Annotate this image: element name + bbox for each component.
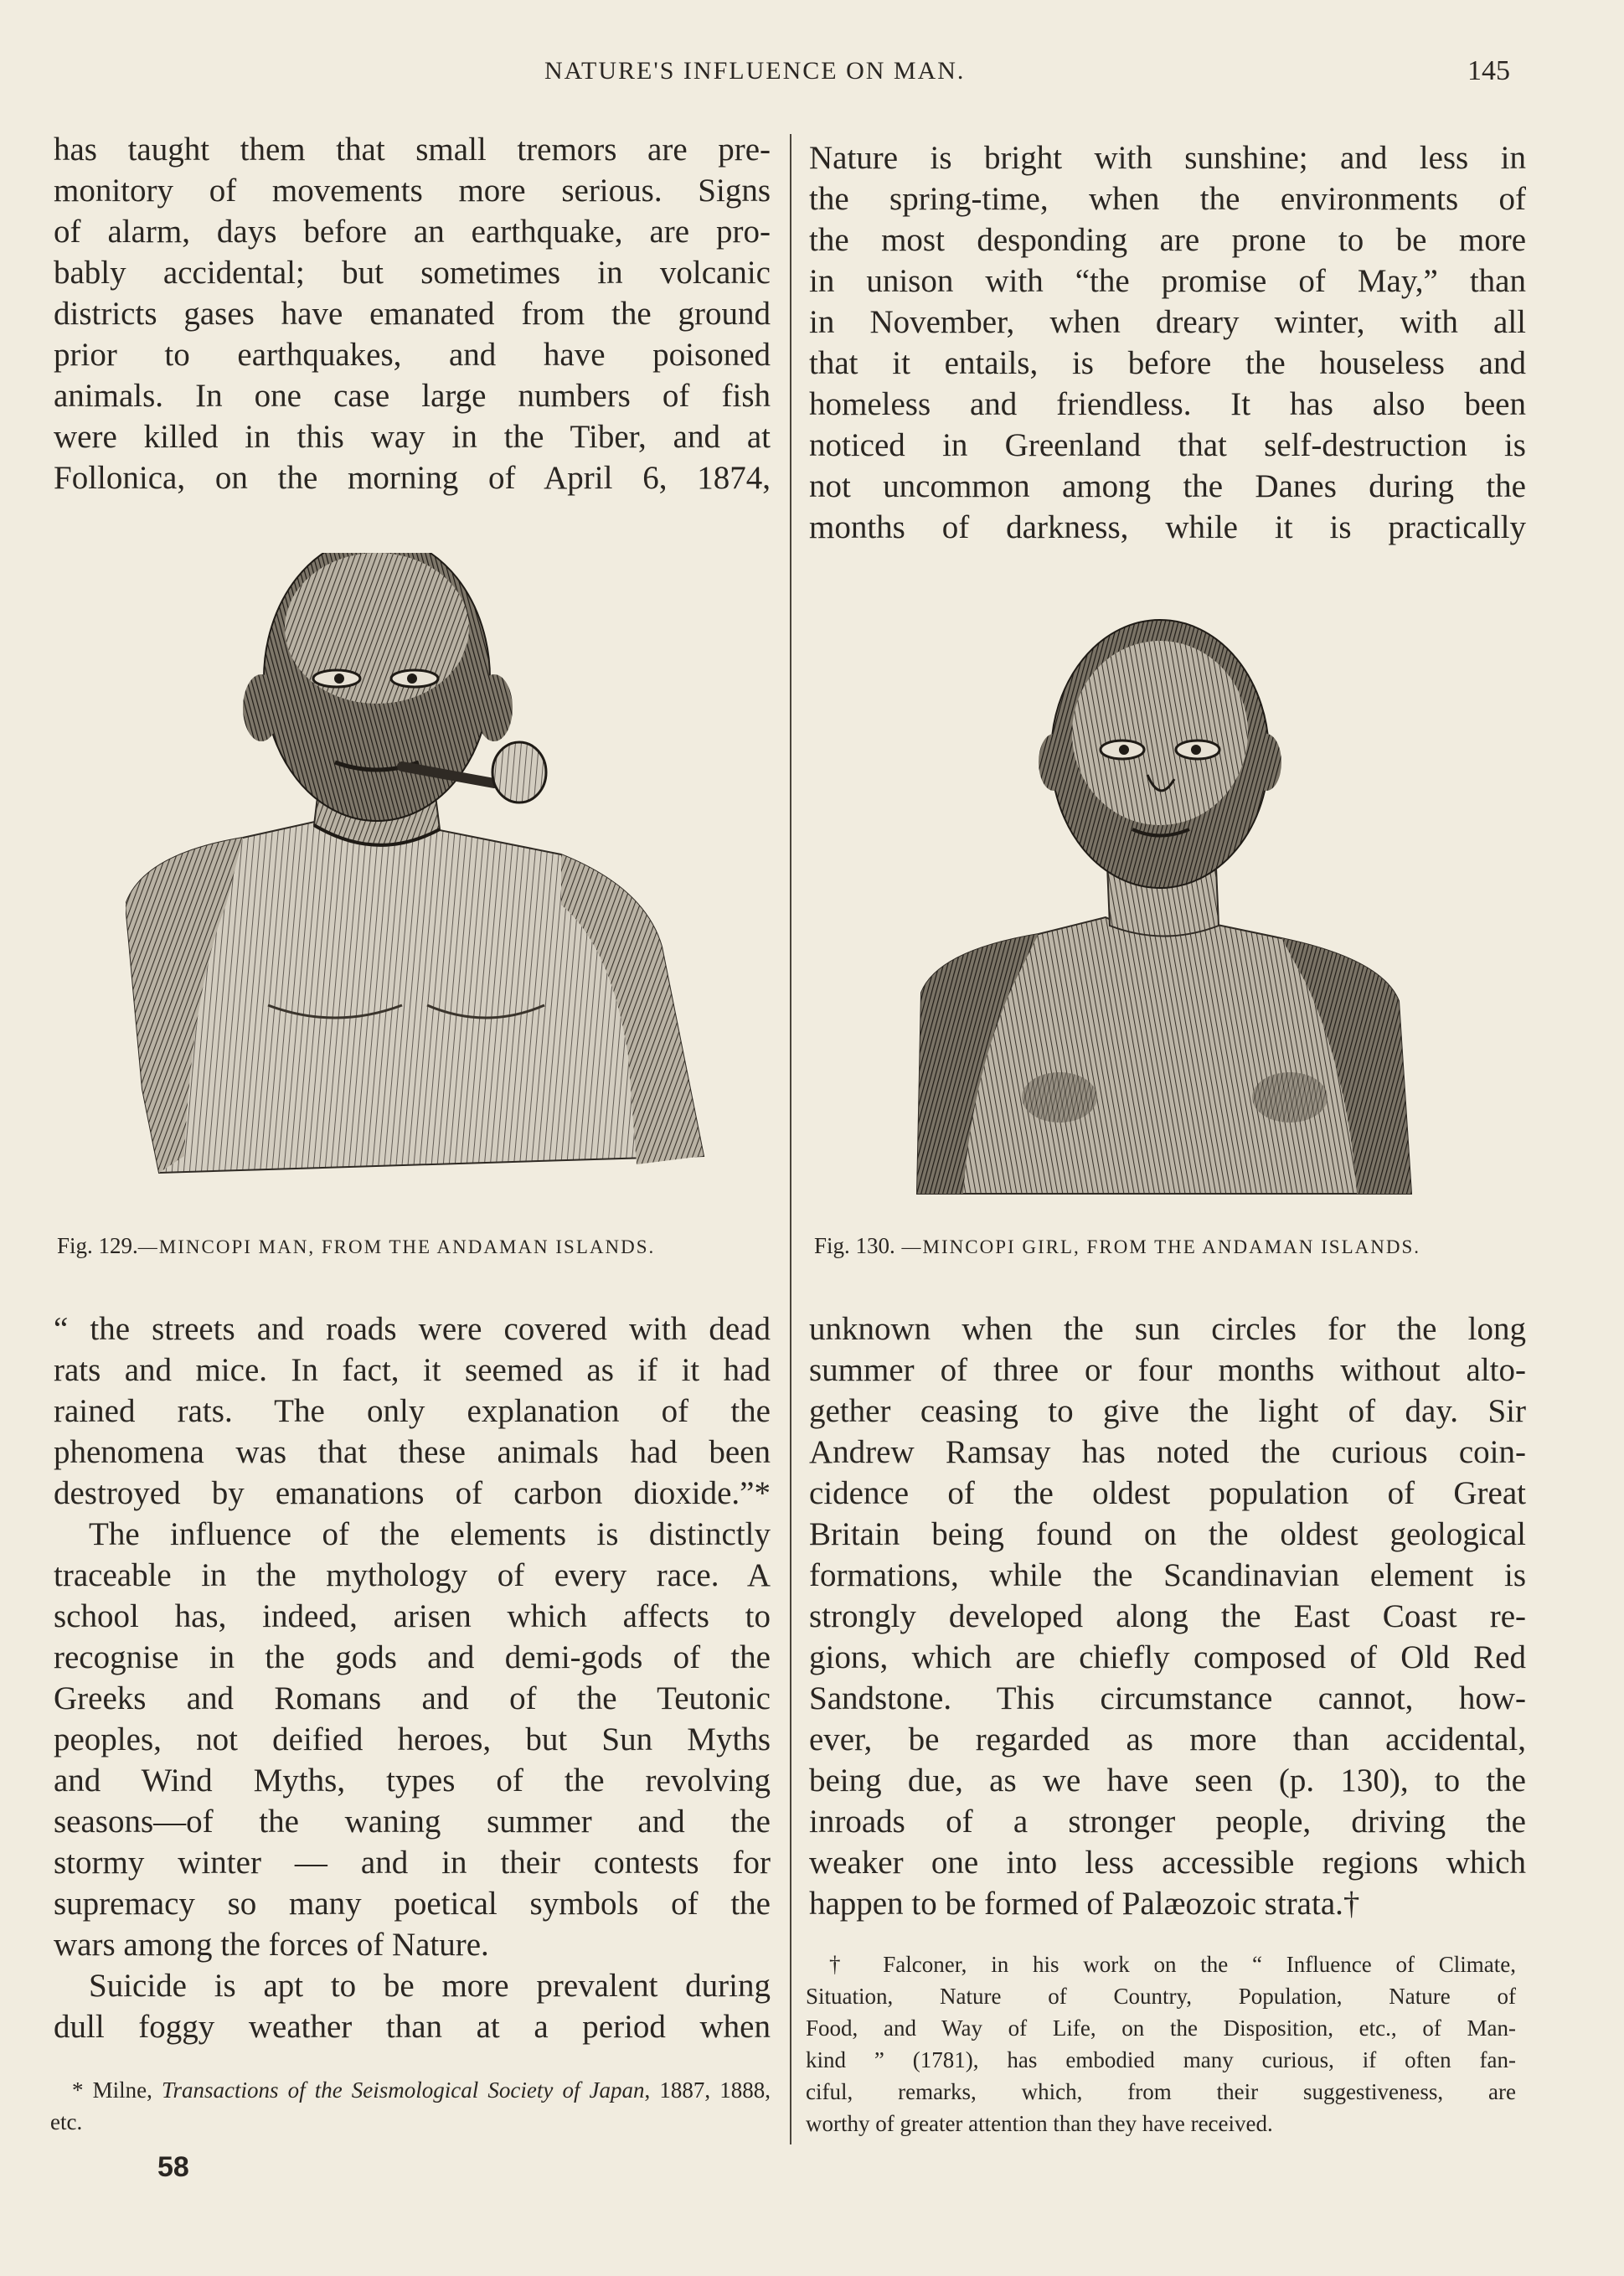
text-line: Greeks and Romans and of the Teutonic bbox=[54, 1680, 771, 1716]
text-line: unknown when the sun circles for the long bbox=[809, 1311, 1526, 1347]
text-line: were killed in this way in the Tiber, and at bbox=[54, 419, 771, 455]
text-line: monitory of movements more serious. Signs bbox=[54, 173, 771, 209]
text-line: prior to earthquakes, and have poisoned bbox=[54, 337, 771, 373]
footnote-line: † Falconer, in his work on the “ Influence of Climate, bbox=[829, 1952, 1516, 1977]
text-line: The influence of the elements is distinctly bbox=[89, 1516, 771, 1552]
text-line: not uncommon among the Danes during the bbox=[809, 468, 1526, 504]
footnote-line: ciful, remarks, which, from their suggestiveness, are bbox=[806, 2079, 1516, 2104]
text-line: peoples, not deified heroes, but Sun Myths bbox=[54, 1721, 771, 1757]
text-line: formations, while the Scandinavian element is bbox=[809, 1557, 1526, 1593]
text-line: months of darkness, while it is practically bbox=[809, 509, 1526, 545]
left-column-bottom bbox=[54, 1308, 771, 2047]
text-line: the most desponding are prone to be more bbox=[809, 222, 1526, 258]
text-line: summer of three or four months without alto- bbox=[809, 1352, 1526, 1388]
running-title: NATURE'S INFLUENCE ON MAN. bbox=[544, 57, 966, 85]
text-line: destroyed by emanations of carbon dioxide.”* bbox=[54, 1475, 771, 1511]
right-column-bottom bbox=[809, 1308, 1526, 1924]
text-line: in November, when dreary winter, with all bbox=[809, 304, 1526, 340]
footnote-years: , 1887, 1888, etc. bbox=[50, 2077, 771, 2134]
footnote-falconer bbox=[806, 1948, 1516, 2139]
left-column-top bbox=[54, 129, 771, 498]
footnote-milne bbox=[50, 2074, 771, 2138]
figure-caption-text: —MINCOPI GIRL, FROM THE ANDAMAN ISLANDS. bbox=[894, 1236, 1421, 1257]
text-line: weaker one into less accessible regions which bbox=[809, 1845, 1526, 1881]
figure-number: Fig. 129. bbox=[57, 1233, 138, 1258]
figure-caption-text: —MINCOPI MAN, FROM THE ANDAMAN ISLANDS. bbox=[137, 1236, 656, 1257]
text-line: in unison with “the promise of May,” than bbox=[809, 263, 1526, 299]
text-line: inroads of a stronger people, driving the bbox=[809, 1804, 1526, 1840]
footnote-line: Situation, Nature of Country, Population, Nature of bbox=[806, 1984, 1516, 2009]
text-line: that it entails, is before the houseless and bbox=[809, 345, 1526, 381]
text-line: rained rats. The only explanation of the bbox=[54, 1393, 771, 1429]
text-line: cidence of the oldest population of Great bbox=[809, 1475, 1526, 1511]
text-line: phenomena was that these animals had been bbox=[54, 1434, 771, 1470]
text-line: Nature is bright with sunshine; and less in bbox=[809, 140, 1526, 176]
right-column-top bbox=[809, 137, 1526, 548]
figure-number: Fig. 130. bbox=[814, 1233, 895, 1258]
text-line: Andrew Ramsay has noted the curious coin- bbox=[809, 1434, 1526, 1470]
text-line: Follonica, on the morning of April 6, 1874, bbox=[54, 460, 771, 496]
figure-130-caption bbox=[814, 1233, 1420, 1259]
text-line: gions, which are chiefly composed of Old Red bbox=[809, 1639, 1526, 1675]
text-line: Suicide is apt to be more prevalent during bbox=[89, 1968, 771, 2004]
text-line: Britain being found on the oldest geological bbox=[809, 1516, 1526, 1552]
text-line: school has, indeed, arisen which affects to bbox=[54, 1598, 771, 1634]
text-line: recognise in the gods and demi-gods of the bbox=[54, 1639, 771, 1675]
figure-129-engraving bbox=[126, 553, 712, 1198]
text-line: “ the streets and roads were covered with dead bbox=[54, 1311, 771, 1347]
figure-130-engraving bbox=[913, 607, 1415, 1202]
figure-129-caption bbox=[57, 1233, 655, 1259]
portrait-girl-illustration bbox=[913, 607, 1415, 1202]
text-line: homeless and friendless. It has also been bbox=[809, 386, 1526, 422]
text-line: animals. In one case large numbers of fish bbox=[54, 378, 771, 414]
text-line: and Wind Myths, types of the revolving bbox=[54, 1762, 771, 1799]
text-line: the spring-time, when the environments of bbox=[809, 181, 1526, 217]
text-line: gether ceasing to give the light of day. Sir bbox=[809, 1393, 1526, 1429]
text-line: dull foggy weather than at a period when bbox=[54, 2009, 771, 2045]
text-line: being due, as we have seen (p. 130), to the bbox=[809, 1762, 1526, 1799]
text-line: seasons—of the waning summer and the bbox=[54, 1804, 771, 1840]
text-line: happen to be formed of Palæozoic strata.† bbox=[809, 1886, 1360, 1922]
text-line: strongly developed along the East Coast re- bbox=[809, 1598, 1526, 1634]
text-line: supremacy so many poetical symbols of the bbox=[54, 1886, 771, 1922]
text-line: Sandstone. This circumstance cannot, how- bbox=[809, 1680, 1526, 1716]
portrait-man-illustration bbox=[126, 553, 712, 1198]
footnote-marker: * Milne, bbox=[72, 2077, 162, 2103]
footnote-line: Food, and Way of Life, on the Disposition, etc., of Man- bbox=[806, 2015, 1516, 2041]
printer-signature-mark: 58 bbox=[157, 2151, 189, 2183]
footnote-journal-title: Transactions of the Seismological Society of Japan bbox=[161, 2077, 645, 2103]
text-line: districts gases have emanated from the ground bbox=[54, 296, 771, 332]
text-line: wars among the forces of Nature. bbox=[54, 1927, 489, 1963]
column-divider bbox=[790, 134, 791, 2144]
footnote-line: worthy of greater attention than they have received. bbox=[806, 2111, 1273, 2136]
text-line: noticed in Greenland that self-destruction is bbox=[809, 427, 1526, 463]
text-line: bably accidental; but sometimes in volcanic bbox=[54, 255, 771, 291]
text-line: rats and mice. In fact, it seemed as if it had bbox=[54, 1352, 771, 1388]
text-line: stormy winter — and in their contests for bbox=[54, 1845, 771, 1881]
text-line: traceable in the mythology of every race. A bbox=[54, 1557, 771, 1593]
text-line: has taught them that small tremors are pre- bbox=[54, 132, 771, 168]
text-line: of alarm, days before an earthquake, are pro- bbox=[54, 214, 771, 250]
footnote-line: kind ” (1781), has embodied many curious, if often fan- bbox=[806, 2047, 1516, 2072]
text-line: ever, be regarded as more than accidental, bbox=[809, 1721, 1526, 1757]
page-number: 145 bbox=[1467, 55, 1510, 86]
